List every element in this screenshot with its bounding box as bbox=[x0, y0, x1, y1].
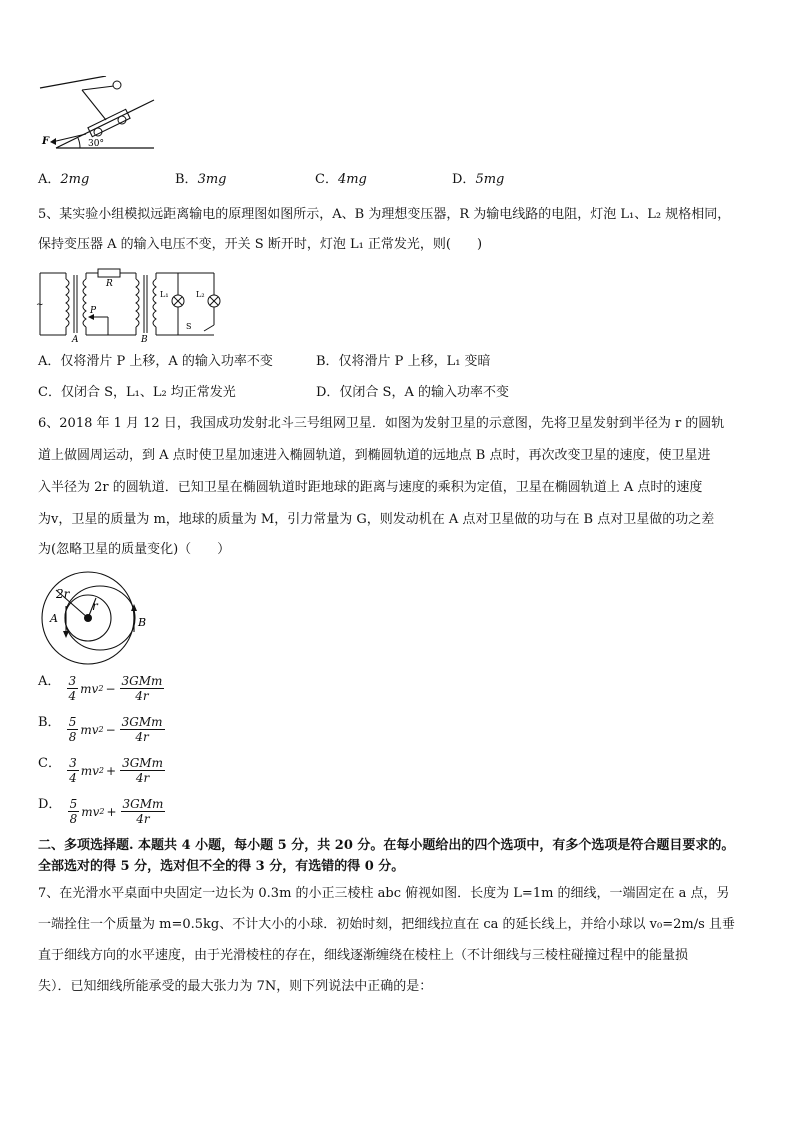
switch-label: S bbox=[186, 322, 192, 331]
q5-stem-line-1: 5、某实验小组模拟远距离输电的原理图如图所示，A、B 为理想变压器，R 为输电线路的电阻，灯泡 L₁、L₂ 规格相同， bbox=[38, 207, 731, 222]
point-a-label: A bbox=[50, 612, 58, 625]
lamp-l1-label: L₁ bbox=[160, 290, 169, 299]
q6-stem-line-3: 入半径为 2r 的圆轨道．已知卫星在椭圆轨道时距地球的距离与速度的乘积为定值，卫星在椭圆轨道上 A 点时的速度 bbox=[38, 480, 703, 495]
q6-option-d[interactable] bbox=[38, 795, 167, 826]
resistor-label: R bbox=[106, 279, 113, 289]
q7-stem-line-3: 直于细线方向的水平速度，由于光滑棱柱的存在，细线逐渐缠绕在棱柱上（不计细线与三棱柱碰撞过程中的能量损 bbox=[38, 948, 689, 963]
q6-stem-line-5: 为(忽略卫星的质量变化)（ ） bbox=[38, 542, 231, 557]
lamp-l2-label: L₂ bbox=[196, 290, 205, 299]
q6-option-b[interactable] bbox=[38, 713, 167, 744]
outer-radius-label: 2r bbox=[56, 587, 70, 601]
q6-stem-line-4: 为v，卫星的质量为 m，地球的质量为 M，引力常量为 G，则发动机在 A 点对卫星做的功与在 B 点对卫星做的功之差 bbox=[38, 512, 715, 527]
transformer-a-label: A bbox=[72, 335, 79, 343]
q5-option-c[interactable]: C．仅闭合 S，L₁、L₂ 均正常发光 bbox=[38, 385, 236, 400]
section-2-instructions-line-1: 二、多项选择题. 本题共 4 小题，每小题 5 分，共 20 分。在每小题给出的四个选项中，有多个选项是符合题目要求的。 bbox=[38, 838, 735, 853]
option-value: 3mg bbox=[197, 172, 227, 187]
q4-option-d[interactable] bbox=[452, 170, 504, 190]
option-value: 5mg bbox=[475, 172, 505, 187]
q6-stem-line-2: 道上做圆周运动，到 A 点时使卫星加速进入椭圆轨道，到椭圆轨道的远地点 B 点时，再次改变卫星的速度，使卫星进 bbox=[38, 448, 711, 463]
option-letter: A． bbox=[38, 674, 61, 689]
slider-label: P bbox=[90, 306, 97, 316]
option-formula: $\frac{3}{4}$ mv 2 − $\frac{\text{3GMm}}{4r}$ bbox=[68, 674, 163, 703]
option-formula: $\frac{5}{8}$ mv 2 − $\frac{\text{3GMm}}{4r}$ bbox=[68, 715, 163, 744]
ac-source-label: ~ bbox=[36, 300, 44, 310]
force-label: F bbox=[42, 136, 50, 147]
option-formula: $\frac{3}{4}$ mv 2 + $\frac{\text{3GMm}}{4r}$ bbox=[69, 756, 163, 785]
q5-option-a[interactable]: A．仅将滑片 P 上移，A 的输入功率不变 bbox=[38, 354, 273, 369]
option-letter: A． bbox=[38, 172, 61, 187]
option-formula: $\frac{5}{8}$ mv 2 + $\frac{\text{3GMm}}{4r}$ bbox=[69, 797, 164, 826]
q7-stem-line-1: 7、在光滑水平桌面中央固定一边长为 0.3m 的小正三棱柱 abc 俯视如图．长度为 L=1m 的细线，一端固定在 a 点，另 bbox=[38, 886, 730, 901]
q5-option-b[interactable]: B．仅将滑片 P 上移，L₁ 变暗 bbox=[316, 354, 491, 369]
q5-stem-line-2: 保持变压器 A 的输入电压不变，开关 S 断开时，灯泡 L₁ 正常发光，则( ) bbox=[38, 237, 483, 252]
orbit-diagram bbox=[38, 568, 150, 670]
transformer-b-label: B bbox=[141, 335, 148, 343]
section-2-instructions-line-2: 全部选对的得 5 分，选对但不全的得 3 分，有选错的得 0 分。 bbox=[38, 859, 405, 874]
point-b-label: B bbox=[138, 616, 147, 629]
q7-stem-line-2: 一端拴住一个质量为 m=0.5kg、不计大小的小球．初始时刻，把细线拉直在 ca 的延长线上，并给小球以 v₀=2m/s 且垂 bbox=[38, 917, 735, 932]
q5-option-d[interactable]: D．仅闭合 S，A 的输入功率不变 bbox=[316, 385, 509, 400]
q6-option-a[interactable] bbox=[38, 672, 166, 703]
q4-option-c[interactable] bbox=[315, 170, 367, 190]
option-letter: C． bbox=[315, 172, 338, 187]
q7-stem-line-4: 失）．已知细线所能承受的最大张力为 7N，则下列说法中正确的是： bbox=[38, 979, 433, 994]
transformer-circuit bbox=[36, 265, 221, 343]
q4-option-a[interactable] bbox=[38, 170, 89, 190]
q6-orbit-figure bbox=[38, 568, 150, 670]
option-value: 2mg bbox=[60, 172, 90, 187]
q4-figure bbox=[36, 76, 166, 154]
option-letter: D． bbox=[452, 172, 476, 187]
q4-option-b[interactable] bbox=[175, 170, 226, 190]
option-letter: B． bbox=[38, 715, 61, 730]
option-letter: B． bbox=[175, 172, 198, 187]
inner-radius-label: r bbox=[92, 599, 98, 613]
q6-option-c[interactable] bbox=[38, 754, 167, 785]
option-letter: C． bbox=[38, 756, 61, 771]
q5-circuit-figure bbox=[36, 265, 221, 343]
q6-stem-line-1: 6、2018 年 1 月 12 日，我国成功发射北斗三号组网卫星．如图为发射卫星的示意图，先将卫星发射到半径为 r 的圆轨 bbox=[38, 416, 725, 431]
angle-label: 30° bbox=[88, 139, 104, 149]
option-letter: D． bbox=[38, 797, 62, 812]
incline-diagram bbox=[36, 76, 166, 154]
option-value: 4mg bbox=[337, 172, 367, 187]
